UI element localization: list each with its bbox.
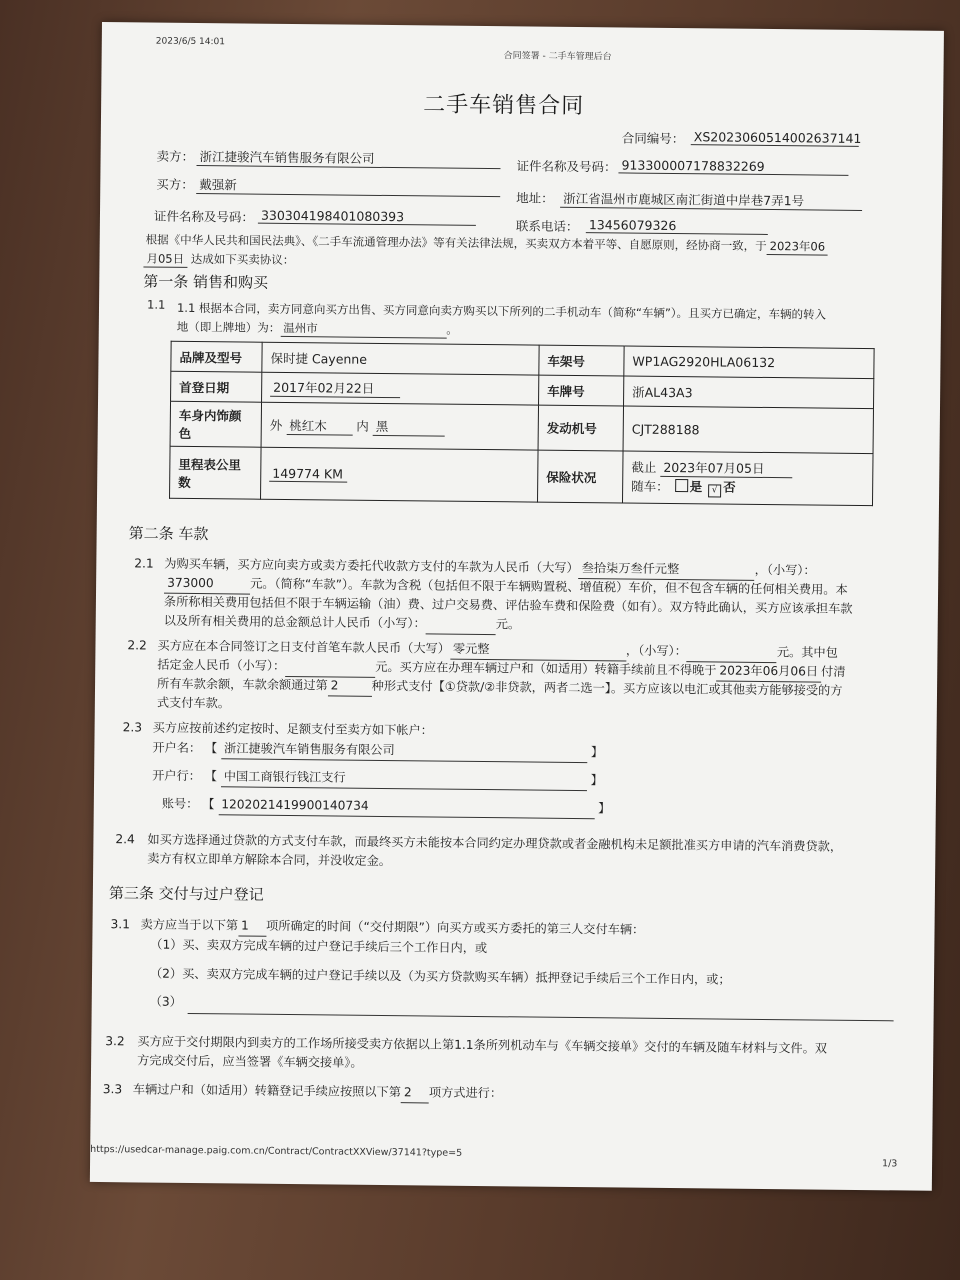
brand-label: 品牌及型号 [171,341,262,372]
seller-label: 卖方： [156,148,195,164]
contract-no-value: XS202306051400263714​1 [691,129,859,147]
address-label: 地址： [516,190,554,206]
clause-2-4-number: 2.4 [115,832,135,847]
clause-2-2-line4: 式支付车款。 [156,695,231,711]
seller-value: 浙江捷骏汽车销售服务有限公司 [196,147,500,169]
clause-2-2-line1: 买方应在本合同签订之日支付首笔车款人民币（大写） 零元整 ，（小写）： 元。其中包 [157,637,838,664]
exterior-color: 桃红木 [286,415,352,435]
yes-checkbox[interactable] [675,479,688,492]
buyer-value: 戴强新 [196,175,500,197]
clause-3-1-text: 卖方应当于以下第 1 项所确定的时间（“交付期限”）向买方或买方委托的第三人交付车辆： [140,917,645,937]
engine-value: CJT288188 [623,406,873,454]
delivery-option-2: （2）买、卖双方完成车辆的过户登记手续以及（为买方贷款购买车辆）抵押登记手续后三个工作日内，或； [149,966,731,987]
address-value: 浙江省温州市鹿城区南汇街道中岸巷7弄1号 [560,189,862,211]
clause-2-2-line3: 所有车款余额，车款余额通过第 2 种形式支付【①贷款/②非贷款，两者二选一】。买方应该以电汇或其他卖方能够接受的方 [157,676,843,698]
print-page-number: 1/3 [882,1158,898,1170]
clause-3-2-line1: 买方应于交付期限内到卖方的工作场所接受卖方依据以上第1.1条所列机动车与《车辆交接单》交付的车辆及随车材料与文件。双 [137,1034,828,1056]
section2-heading: 第二条 车款 [128,524,209,544]
phone-label: 联系电话： [515,218,579,234]
no-checkbox[interactable]: √ [708,484,721,497]
phone-value: 13456079326 [586,217,768,235]
table-row [170,401,873,453]
account-no-row: 账号： 【 1202021419900140734 】 [162,795,611,820]
plate-value: 浙AL43A3 [624,376,874,409]
bank-row: 开户行： 【 中国工商银行钱江支行 】 [152,767,603,792]
clause-2-2-line2: 括定金人民币（小写）： 元。买方应在办理车辆过户和（如适用）转籍手续前且不得晚于 2023年06月06日 付清 [157,656,845,683]
payment-deadline: 2023年06月06日 [716,661,821,682]
clause-2-3-number: 2.3 [122,720,143,735]
clause-1-1-text-b: 地（即上牌地）为： 温州市 。 [176,319,458,337]
clause-2-1-number: 2.1 [134,556,154,571]
print-footer-url: https://usedcar-manage.paig.com.cn/Contract/ContractXXView/37141?type=5 [90,1143,463,1159]
color-label: 车身内饰颜色 [170,401,261,447]
print-timestamp: 2023/6/5 14:01 [155,36,226,48]
preamble-text-b: 月05日 达成如下买卖协议： [143,250,294,269]
price-lower: 373000 [164,574,250,595]
transfer-city: 温州市 [280,320,446,339]
clause-3-1-number: 3.1 [110,917,131,932]
clause-3-3-number: 3.3 [102,1082,123,1097]
clause-2-4-line2: 卖方有权立即单方解除本合同，并没收定金。 [147,851,392,869]
mileage-cell [261,447,539,502]
bank-value: 中国工商银行钱江支行 [221,767,587,791]
clause-3-3-text: 车辆过户和（如适用）转籍登记手续应按照以下第 2 项方式进行： [133,1080,502,1104]
delivery-option-3: （3） [149,994,182,1009]
clause-2-1-line4: 以及所有相关费用的总金额总计人民币（小写）： 元。 [164,612,521,636]
price-upper: 叁拾柒万叁仟元整 [579,559,755,581]
buyer-id-value: 330304198401080393 [258,208,476,226]
preamble-date-a: 2023年06 [767,238,829,256]
color-cell: 外 桃红木 内 黑 [261,402,538,450]
clause-2-4-line1: 如买方选择通过贷款的方式支付车款，而最终买方未能按本合同约定办理贷款或者金融机构未足额批准买方申请的汽车消费贷款， [147,832,843,854]
contract-page [90,22,944,1191]
contract-no-label: 合同编号： [621,130,685,147]
clause-1-1-text-a: 1.1 根据本合同，卖方同意向买方出售、买方同意向卖方购买以下所列的二手机动车（简称“车辆”）。且买方已确定，车辆的转入 [176,300,827,322]
section3-heading: 第三条 交付与过户登记 [108,884,264,904]
buyer-label: 买方： [156,176,194,192]
delivery-option-no: 1 [238,916,266,936]
vin-value: WP1AG2920HLA06132 [624,346,874,379]
vin-label: 车架号 [539,345,624,376]
reg-date-value: 2017年02月22日 [270,378,400,398]
print-page-title: 合同签署 - 二手车管理后台 [503,51,612,63]
clause-2-1-line2: 373000 元。（简称“车款”）。车款为含税（包括但不限于车辆购置税、增值税）车价，但不包含车辆的任何相关费用。本 [164,574,848,601]
reg-date-cell [262,372,539,405]
preamble-text-a: 根据《中华人民共和国民法典》、《二手车流通管理办法》等有关法律法规，买卖双方本着平等、自愿原则，经协商一致，于 2023年06 [146,231,829,255]
transfer-method-no: 2 [401,1083,429,1103]
account-name-row: 开户名： 【 浙江捷骏汽车销售服务有限公司 】 [152,739,603,764]
insurance-label: 保险状况 [537,450,623,503]
payment-method-no: 2 [328,676,372,696]
buyer-id-label: 证件名称及号码： [153,208,255,225]
account-name-value: 浙江捷骏汽车销售服务有限公司 [221,739,587,763]
plate-label: 车牌号 [539,375,624,406]
seller-id-value: 913300007178832269 [618,157,848,175]
clause-2-2-number: 2.2 [127,638,147,653]
clause-3-2-line2: 方完成交付后，应当签署《车辆交接单》。 [137,1053,363,1070]
reg-date-label: 首登日期 [171,371,262,402]
delivery-option-1: （1）买、卖双方完成车辆的过户登记手续后三个工作日内，或 [150,937,488,956]
mileage-value: 149774 KM [269,465,347,482]
account-no-value: 1202021419900140734 [218,795,594,819]
insurance-expiry: 2023年07月05日 [660,458,792,478]
engine-label: 发动机号 [538,405,623,451]
clause-2-1-line3: 条所称相关费用包括但不限于车辆运输（油）费、过户交易费、评估验车费和保险费（如有）。双方特此确认，买方应该承担车款 [163,594,853,616]
brand-value: 保时捷 Cayenne [262,342,539,375]
mileage-label: 里程表公里数 [170,446,262,499]
table-row [170,446,874,505]
section1-heading: 第一条 销售和购买 [143,272,269,292]
option-3-blank-line [188,1013,894,1021]
preamble-date-b: 月05日 [143,250,187,267]
vehicle-info-table [169,341,875,506]
first-payment-upper: 零元整 [450,640,626,662]
seller-id-label: 证件名称及号码： [516,158,617,175]
clause-3-2-number: 3.2 [105,1034,125,1049]
interior-color: 黑 [373,416,445,436]
clause-1-1-number: 1.1 [146,297,166,312]
clause-2-1-line1: 为购买车辆，买方应向卖方或卖方委托代收款方支付的车款为人民币（大写） 叁拾柒万叁仟元整 ，（小写）： [164,555,815,582]
contract-title: 二手车销售合同 [423,92,585,120]
insurance-cell: 截止 2023年07月05日 随车： 是 √ 否 [622,451,873,506]
clause-2-3-text: 买方应按前述约定按时、足额支付至卖方如下帐户： [152,720,433,738]
